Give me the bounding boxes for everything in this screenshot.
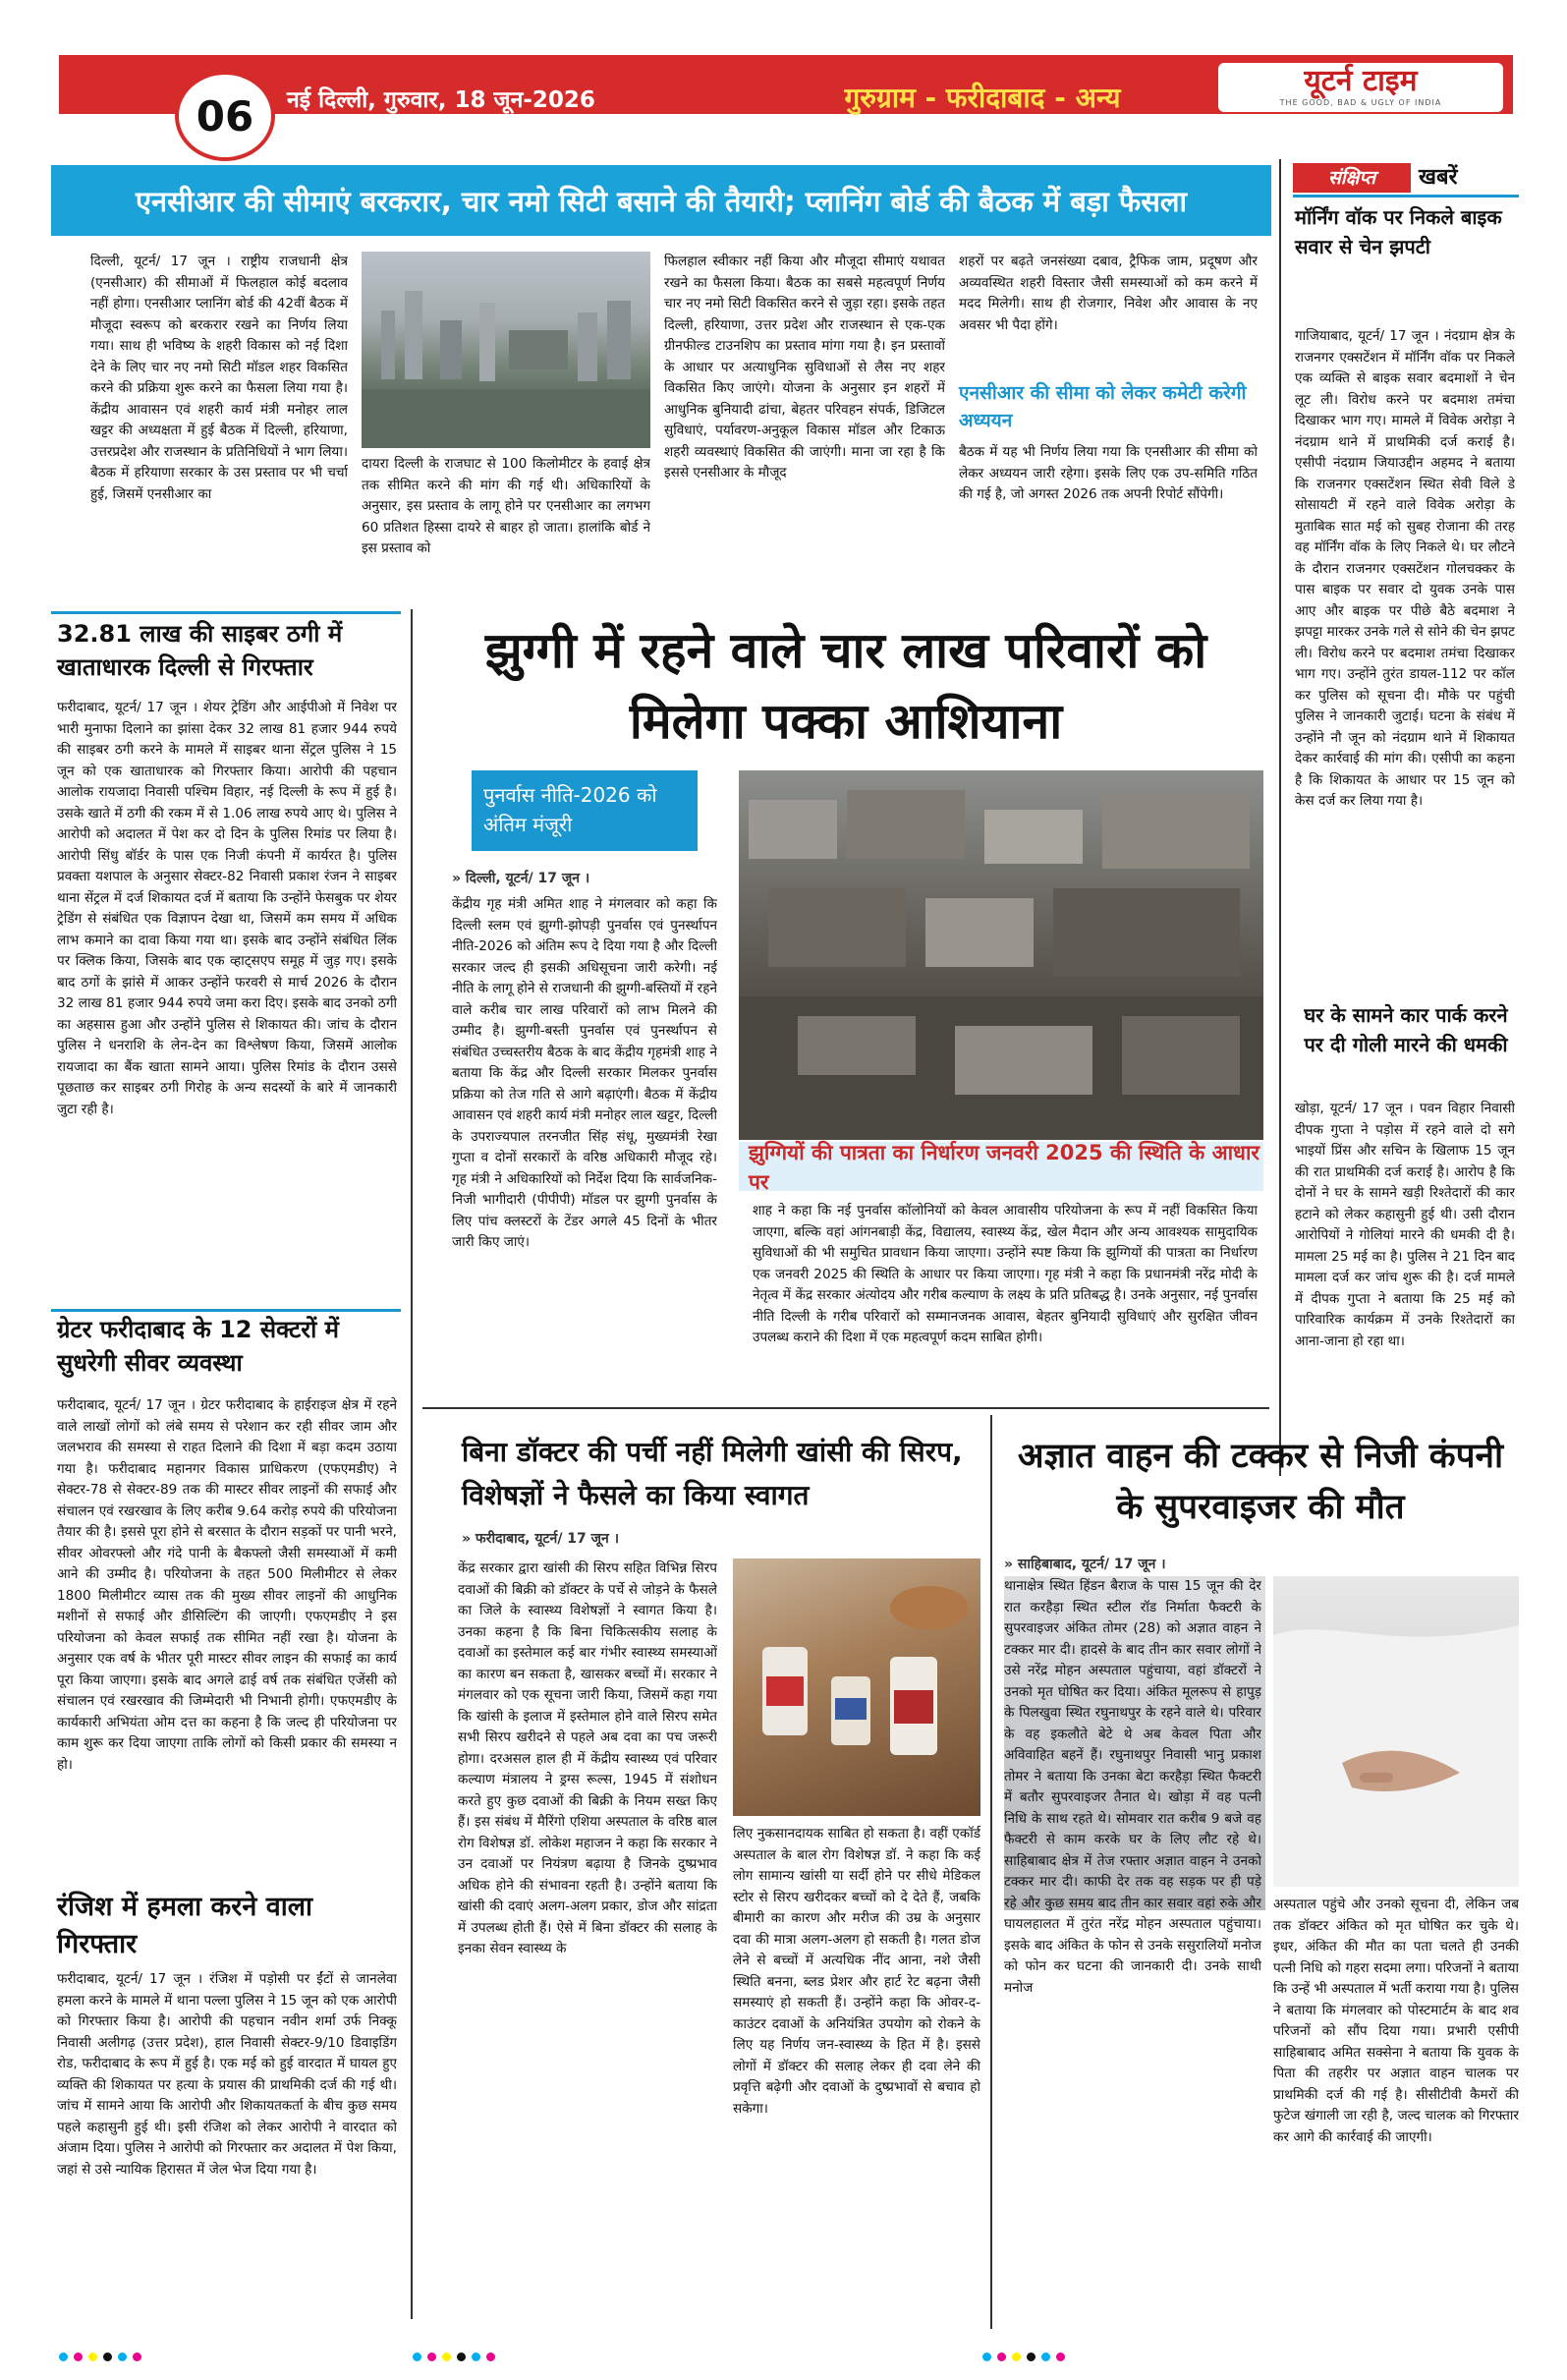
sidebar-body-1: गाजियाबाद, यूटर्न/ 17 जून । नंदग्राम क्षेत्र के राजनगर एक्सटेंशन में मॉर्निंग वॉक पर निकले एक व्यक्ति से बाइक सवार बदमाशों ने चेन लूट ली। विरोध करने पर बदमाश तमंचा दिखाकर भाग गए। मामले में विवेक अरोड़ा ने नंदग्राम थाने में प्राथमिकी दर्ज कराई है। एसीपी नंदग्राम जियाउद्दीन अहमद ने बताया कि राजनगर एक्सटेंशन स्थित सेवी विले डे सोसायटी में रहने वाले विवेक अरोड़ा के मुताबिक सात मई को सुबह रोजाना की तरह वह मॉर्निंग वॉक के लिए निकले थे। घर लौटने के दौरान राजनगर एक्सटेंशन गोलचक्कर के पास बाइक पर सवार दो युवक उनके पास आए और बाइक पर पीछे बैठे बदमाश ने झपट्टा मारकर उनके गले से सोने की चेन झपट ली। विरोध करने पर बदमाश तमंचा दिखाकर भाग गए। उन्होंने तुरंत डायल-112 पर कॉल कर पुलिस को सूचना दी। मौके पर पहुंची पुलिस ने जानकारी जुटाई। घटना के संबंध में उन्होंने नौ जून को नंदग्राम थाने में शिकायत देकर कार्रवाई की मांग की। एसीपी का कहना है कि शिकायत के आधार पर 15 जून को केस दर्ज कर लिया गया है। [1295, 328, 1515, 809]
cough-headline: बिना डॉक्टर की पर्ची नहीं मिलेगी खांसी की सिरप, विशेषज्ञों ने फैसले का किया स्वागत [462, 1436, 963, 1511]
registration-marks-left [59, 2352, 187, 2366]
accident-body-2: अस्पताल पहुंचे और उनको सूचना दी, लेकिन जब तक डॉक्टर अंकित को मृत घोषित कर चुके थे। इधर, अंकित की मौत का पता चलते ही उनकी पत्नी निधि को गहरा सदमा लगा। परिजनों ने बताया कि उन्हें भी अस्पताल में भर्ती कराया गया है। पुलिस ने बताया कि मंगलवार को पोस्टमार्टम के बाद शव परिजनों को सौंप दिया गया। प्रभारी एसीपी साहिबाबाद अमित सक्सेना ने बताया कि युवक के पिता की तहरीर पर अज्ञात वाहन चालक पर प्राथमिकी दर्ज की गई है। सीसीटीवी कैमरों की फुटेज खंगाली जा रही है, जल्द चालक को गिरफ्तार कर आगे की कार्रवाई की जाएगी। [1273, 1897, 1519, 2145]
left-headline-1: 32.81 लाख की साइबर ठगी में खाताधारक दिल्ली से गिरफ्तार [57, 620, 343, 681]
page-number: 06 [175, 71, 275, 161]
sheet-covered-hand-image [1273, 1576, 1519, 1887]
sidebar-headline-1: मॉर्निंग वॉक पर निकले बाइक सवार से चेन झपटी [1295, 205, 1502, 258]
lead-subhead: एनसीआर की सीमा को लेकर कमेटी करेगी अध्ययन [959, 382, 1247, 431]
registration-marks-right [982, 2352, 1110, 2366]
lead-col-3: फिलहाल स्वीकार नहीं किया और मौजूदा सीमाएं यथावत रखने का फैसला किया। बैठक का सबसे महत्वपूर्ण निर्णय चार नए नमो सिटी विकसित करने से जुड़ा रहा। इसके तहत दिल्ली, हरियाणा, उत्तर प्रदेश और राजस्थान से एक-एक ग्रीनफील्ड टाउनशिप का प्रस्ताव मांगा गया है। इन प्रस्तावों के आधार पर अत्याधुनिक सुविधाओं से लैस नए शहर विकसित किए जाएंगे। योजना के अनुसार इन शहरों में आधुनिक बुनियादी ढांचा, बेहतर परिवहन संपर्क, डिजिटल सुविधाएं, पर्यावरण-अनुकूल विकास मॉडल और टिकाऊ शहरी व्यवस्थाएं विकसित की जाएंगी। माना जा रहा है कि इससे एनसीआर के मौजूद [664, 254, 945, 481]
left-rule-2 [51, 1309, 401, 1312]
center-kicker: पुनर्वास नीति-2026 को अंतिम मंजूरी [472, 770, 698, 851]
cough-divider [990, 1415, 992, 2329]
lead-col-1: दिल्ली, यूटर्न/ 17 जून । राष्ट्रीय राजधानी क्षेत्र (एनसीआर) की सीमाओं में फिलहाल कोई बदलाव नहीं होगा। एनसीआर प्लानिंग बोर्ड की 42वीं बैठक में मौजूदा स्वरूप को बरकरार रखने का निर्णय लिया गया। साथ ही भविष्य के शहरी विकास को नई दिशा देने के लिए चार नए नमो सिटी मॉडल शहर विकसित करने की प्रक्रिया शुरू करने का फैसला लिया गया है। केंद्रीय आवासन एवं शहरी कार्य मंत्री मनोहर लाल खट्टर की अध्यक्षता में हुई बैठक में दिल्ली, हरियाणा, उत्तरप्रदेश और राजस्थान के प्रतिनिधियों ने भाग लिया। बैठक में हरियाणा सरकार के उस प्रस्ताव पर भी चर्चा हुई, जिसमें एनसीआर का [90, 254, 348, 502]
left-body-3: फरीदाबाद, यूटर्न/ 17 जून । रंजिश में पड़ोसी पर ईंटों से जानलेवा हमला करने के मामले में थाना पल्ला पुलिस ने 15 जून को एक आरोपी को गिरफ्तार किया है। आरोपी की पहचान नवीन शर्मा उर्फ निक्कू निवासी अलीगढ़ (उत्तर प्रदेश), हाल निवासी सेक्टर-9/10 डिवाइडिंग रोड, फरीदाबाद के रूप में हुई है। एक मई को हुई वारदात में घायल हुए व्यक्ति की शिकायत पर हत्या के प्रयास की प्राथमिकी दर्ज की गई थी। जांच में सामने आया कि आरोपी और शिकायतकर्ता के बीच कुछ समय पहले कहासुनी हुई थी। इसी रंजिश को लेकर आरोपी ने वारदात को अंजाम दिया। पुलिस ने आरोपी को गिरफ्तार कर अदालत में पेश किया, जहां से उसे न्यायिक हिरासत में जेल भेज दिया गया है। [57, 1971, 397, 2178]
left-body-1: फरीदाबाद, यूटर्न/ 17 जून । शेयर ट्रेडिंग और आईपीओ में निवेश पर भारी मुनाफा दिलाने का झांसा देकर 32 लाख 81 हजार 944 रुपये की साइबर ठगी करने के मामले में साइबर थाना सेंट्रल पुलिस ने 15 जून को एक खाताधारक को गिरफ्तार किया। आरोपी की पहचान आलोक रायजादा निवासी पश्चिम विहार, नई दिल्ली के रूप में हुई है। उसके खाते में ठगी की रकम में से 1.06 लाख रुपये आए थे। पुलिस ने आरोपी को अदालत में पेश कर दो दिन के पुलिस रिमांड पर लिया है। आरोपी सिंधु बॉर्डर के पास एक निजी कंपनी में कार्यरत है। पुलिस प्रवक्ता यशपाल के अनुसार सेक्टर-82 निवासी प्रकाश रंजन ने साइबर थाना सेंट्रल में दर्ज शिकायत दर्ज में बताया कि उन्होंने फेसबुक पर शेयर ट्रेडिंग से संबंधित एक विज्ञापन देखा था, जिसमें कम समय में अधिक लाभ कमाने का दावा किया गया था। इसके बाद उन्होंने संबंधित लिंक पर क्लिक किया, जिसके बाद एक व्हाट्सएप समूह में जुड़ गए। इसके बाद ठगों के झांसे में आकर उन्होंने फरवरी से मार्च 2026 के दौरान 32 लाख 81 हजार 944 रुपये जमा करा दिए। इसके बाद उनको ठगी का अहसास हुआ और उन्होंने पुलिस से शिकायत की। जांच के दौरान पुलिस ने धनराशि के लेन-देन का विश्लेषण किया, जिसमें आलोक रायजादा का बैंक खाता सामने आया। पुलिस रिमांड के दौरान उससे पूछताछ कर साइबर ठगी गिरोह के अन्य सदस्यों के बारे में जानकारी जुटा रही है। [57, 700, 397, 1117]
lead-headline: एनसीआर की सीमाएं बरकरार, चार नमो सिटी बसाने की तैयारी; प्लानिंग बोर्ड की बैठक में बड़ा फैसला [51, 165, 1271, 236]
left-body-2: फरीदाबाद, यूटर्न/ 17 जून । ग्रेटर फरीदाबाद के हाईराइज क्षेत्र में रहने वाले लाखों लोगों को लंबे समय से परेशान कर रही सीवर जाम और जलभराव की समस्या से राहत दिलाने की दिशा में बड़ा कदम उठाया गया है। फरीदाबाद महानगर विकास प्राधिकरण (एफएमडीए) ने सेक्टर-78 से सेक्टर-89 तक की मास्टर सीवर लाइनों की सफाई और संचालन एवं रखरखाव के लिए करीब 9.64 करोड़ रुपये की परियोजना तैयार की है। इससे पूरा होने से बरसात के दौरान सड़कों पर पानी भरने, सीवर ओवरफ्लो और गंदे पानी के बैकफ्लो जैसी समस्याओं में कमी आने की उम्मीद है। परियोजना के तहत 500 मिलीमीटर से लेकर 1800 मिलीमीटर व्यास तक की मुख्य सीवर लाइनों की आधुनिक मशीनों से सफाई और डीसिल्टिंग की जाएगी। एफएमडीए ने इस परियोजना को केवल सफाई तक सीमित नहीं रखा है। योजना के अनुसार एक वर्ष के भीतर पूरी मास्टर सीवर लाइन की सफाई का कार्य पूरा किया जाएगा। इसके बाद अगले ढाई वर्ष तक संबंधित एजेंसी को संचालन एवं रखरखाव की जिम्मेदारी भी निभानी होगी। एफएमडीए के कार्यकारी अभियंता ओम दत्त का कहना है कि जल्द ही परियोजना पर काम शुरू कर दिया जाएगा ताकि लोगों को किसी प्रकार की समस्या न हो। [57, 1397, 397, 1773]
slum-image [739, 770, 1263, 1140]
center-byline: » दिल्ली, यूटर्न/ 17 जून । [452, 871, 590, 886]
sidebar-rule [1293, 195, 1519, 198]
center-bottom-rule [422, 1407, 1269, 1409]
lead-col-4b: बैठक में यह भी निर्णय लिया गया कि एनसीआर की सीमा को लेकर अध्ययन जारी रहेगा। इसके लिए एक उप-समिति गठित की गई है, जो अगस्त 2026 तक अपनी रिपोर्ट सौंपेगी। [959, 444, 1258, 502]
slum-photo [739, 770, 1263, 1140]
medicine-image [733, 1558, 980, 1816]
accident-byline: » साहिबाबाद, यूटर्न/ 17 जून । [1004, 1557, 1166, 1572]
sidebar-tag-2: खबरें [1419, 165, 1458, 190]
cough-byline: » फरीदाबाद, यूटर्न/ 17 जून । [462, 1531, 619, 1547]
registration-marks-mid [413, 2352, 540, 2366]
cough-body-2: लिए नुकसानदायक साबित हो सकता है। वहीं एकॉर्ड अस्पताल के बाल रोग विशेषज्ञ डॉ. ने कहा कि कई लोग सामान्य खांसी या सर्दी होने पर सीधे मेडिकल स्टोर से सिरप खरीदकर बच्चों को दे देते हैं, जबकि बीमारी का कारण और मरीज की उम्र के अनुसार दवा की मात्रा अलग-अलग हो सकती है। गलत डोज लेने से बच्चों में अत्यधिक नींद आना, नशे जैसी स्थिति बनना, ब्लड प्रेशर और हार्ट रेट बढ़ना जैसी समस्याएं हो सकती हैं। उन्होंने कहा कि ओवर-द-काउंटर दवाओं के अनियंत्रित उपयोग को रोकने के लिए यह निर्णय जन-स्वास्थ्य के हित में है। इससे लोगों में डॉक्टर की सलाह लेकर ही दवा लेने की प्रवृत्ति बढ़ेगी और दवाओं के दुष्प्रभावों से बचाव हो सकेगा। [733, 1826, 980, 2117]
lead-col-2: दायरा दिल्ली के राजघाट से 100 किलोमीटर के हवाई क्षेत्र तक सीमित करने की मांग की गई थी। अधिकारियों के अनुसार, इस प्रस्ताव के लागू होने पर एनसीआर का लगभग 60 प्रतिशत हिस्सा दायरे से बाहर हो जाता। हालांकि बोर्ड ने इस प्रस्ताव को [362, 456, 650, 556]
city-aerial-image [362, 252, 650, 448]
left-rule-1 [51, 611, 401, 614]
center-body-1: केंद्रीय गृह मंत्री अमित शाह ने मंगलवार को कहा कि दिल्ली स्लम एवं झुग्गी-झोपड़ी पुनर्वास एवं पुनर्स्थापन नीति-2026 को अंतिम रूप दे दिया गया है और दिल्ली सरकार जल्द ही इसकी अधिसूचना जारी करेगी। नई नीति के लागू होने से राजधानी की झुग्गी-बस्तियों में रहने वाले करीब चार लाख परिवारों को लाभ मिलने की उम्मीद है। झुग्गी-बस्ती पुनर्वास एवं पुनर्स्थापन से संबंधित उच्चस्तरीय बैठक के बाद केंद्रीय गृहमंत्री शाह ने बताया कि केंद्र और दिल्ली सरकार मिलकर पुनर्वास प्रक्रिया को तेज गति से आगे बढ़ाएंगी। बैठक में केंद्रीय आवासन एवं शहरी कार्य मंत्री मनोहर लाल खट्टर, दिल्ली के उपराज्यपाल तरनजीत सिंह संधू, मुख्यमंत्री रेखा गुप्ता व दोनों सरकारों के वरिष्ठ अधिकारी मौजूद रहे। गृह मंत्री ने अधिकारियों को निर्देश दिया कि सार्वजनिक-निजी भागीदारी (पीपीपी) मॉडल पर झुग्गी पुनर्वास के लिए पांच क्लस्टरों के टेंडर अगले 45 दिनों के भीतर जारी किए जाएं। [452, 896, 717, 1250]
sidebar-headline-2: घर के सामने कार पार्क करने पर दी गोली मारने की धमकी [1304, 1003, 1508, 1056]
cough-photo [733, 1558, 980, 1816]
accident-image [1273, 1576, 1519, 1887]
lead-col-4a: शहरों पर बढ़ते जनसंख्या दबाव, ट्रैफिक जाम, प्रदूषण और अव्यवस्थित शहरी विस्तार जैसी समस्याओं को कम करने में मदद मिलेगी। साथ ही रोजगार, निवेश और आवास के नए अवसर भी पैदा होंगे। [959, 254, 1258, 333]
logo-tagline: THE GOOD, BAD & UGLY OF INDIA [1279, 98, 1442, 107]
sidebar-tag: संक्षिप्त [1293, 163, 1411, 193]
center-box-headline: झुग्गियों की पात्रता का निर्धारण जनवरी 2025 की स्थिति के आधार पर [749, 1141, 1259, 1194]
center-headline: झुग्गी में रहने वाले चार लाख परिवारों को मिलेगा पक्का आशियाना [484, 622, 1207, 750]
newspaper-logo [1218, 63, 1503, 112]
section-title: गुरुग्राम - फरीदाबाद - अन्य [844, 82, 1121, 114]
accident-body-1: थानाक्षेत्र स्थित हिंडन बैराज के पास 15 जून की देर रात करहैड़ा स्थित स्टील रॉड निर्माता फैक्टरी के सुपरवाइजर अंकित तोमर (28) को अज्ञात वाहन ने टक्कर मार दी। हादसे के बाद तीन कार सवार लोगों ने उसे नरेंद्र मोहन अस्पताल पहुंचाया, वहां डॉक्टरों ने उनको मृत घोषित कर दिया। अंकित मूलरूप से हापुड़ के पिलखुवा स्थित रघुनाथपुर के रहने वाले थे। परिवार के वह इकलौते बेटे थे अब केवल पिता और अविवाहित बहनें हैं। रघुनाथपुर निवासी भानु प्रकाश तोमर ने बताया कि उनका बेटा करहैड़ा स्थित फैक्टरी में बतौर सुपरवाइजर तैनात थे। खोड़ा में वह पत्नी निधि के साथ रहते थे। सोमवार रात करीब 9 बजे वह फैक्टरी से काम करके घर के लिए लौट रहे थे। साहिबाबाद क्षेत्र में तेज रफ्तार अज्ञात वाहन ने उनको टक्कर मार दी। काफी देर तक वह सड़क पर ही पड़े रहे और कुछ समय बाद तीन कार सवार वहां रुके और घायलहालत में तुरंत नरेंद्र मोहन अस्पताल पहुंचाया। इसके बाद अंकित के फोन से उनके ससुरालियों मनोज को फोन कर घटना की जानकारी दी। उनके साथी मनोज [1004, 1578, 1261, 1996]
lead-photo [362, 252, 650, 448]
left-divider [411, 609, 413, 2319]
sidebar-divider [1279, 159, 1281, 1476]
logo-text: यूटर्न टाइम [1304, 64, 1418, 98]
sidebar-body-2: खोड़ा, यूटर्न/ 17 जून । पवन विहार निवासी दीपक गुप्ता ने पड़ोस में रहने वाले दो सगे भाइयों प्रिंस और सचिन के खिलाफ 15 जून की रात प्राथमिकी दर्ज कराई है। आरोप है कि दोनों ने घर के सामने खड़ी रिश्तेदारों की कार हटाने को लेकर कहासुनी हुई थी। उसी दौरान आरोपियों ने गोलियां मारने की धमकी दी है। मामला 25 मई का है। पुलिस ने 21 दिन बाद मामला दर्ज कर जांच शुरू की है। दर्ज मामले में दीपक गुप्ता ने बताया कि 25 मई को पारिवारिक कार्यक्रम में उनके रिश्तेदारों का आना-जाना हो रहा था। [1295, 1101, 1515, 1349]
left-headline-3: रंजिश में हमला करने वाला गिरफ्तार [57, 1892, 313, 1959]
dateline: नई दिल्ली, गुरुवार, 18 जून-2026 [287, 87, 595, 113]
center-box-body: शाह ने कहा कि नई पुनर्वास कॉलोनियों को केवल आवासीय परियोजना के रूप में नहीं विकसित किया जाएगा, बल्कि वहां आंगनबाड़ी केंद्र, विद्यालय, स्वास्थ्य केंद्र, खेल मैदान और अन्य आवश्यक सामुदायिक सुविधाओं की भी समुचित प्रावधान किया जाएगा। उन्होंने स्पष्ट किया कि झुग्गियों की पात्रता का निर्धारण एक जनवरी 2025 की स्थिति के आधार पर किया जाएगा। गृह मंत्री ने कहा कि प्रधानमंत्री नरेंद्र मोदी के नेतृत्व में केंद्र सरकार अंत्योदय और गरीब कल्याण के लक्ष्य के प्रति प्रतिबद्ध है। उनके अनुसार, नई पुनर्वास नीति दिल्ली के गरीब परिवारों को सम्मानजनक आवास, बेहतर बुनियादी सुविधाएं और सुरक्षित जीवन उपलब्ध कराने की दिशा में एक महत्वपूर्ण कदम साबित होगी। [753, 1203, 1258, 1345]
cough-body-1: केंद्र सरकार द्वारा खांसी की सिरप सहित विभिन्न सिरप दवाओं की बिक्री को डॉक्टर के पर्चे से जोड़ने के फैसले का जिले के स्वास्थ्य विशेषज्ञों ने स्वागत किया है। उनका कहना है कि बिना चिकित्सकीय सलाह के दवाओं का इस्तेमाल कई बार गंभीर स्वास्थ्य समस्याओं का कारण बन सकता है, खासकर बच्चों में। सरकार ने मंगलवार को एक सूचना जारी किया, जिसमें कहा गया कि खांसी के इलाज में इस्तेमाल होने वाले सिरप समेत सभी सिरप खरीदने से पहले अब दवा का पच जरूरी होगा। दरअसल हाल ही में केंद्रीय स्वास्थ्य एवं परिवार कल्याण मंत्रालय ने ड्रग्स रूल्स, 1945 में संशोधन करते हुए कुछ दवाओं की बिक्री के नियम सख्त किए हैं। इस संबंध में मैरिंगो एशिया अस्पताल के वरिष्ठ बाल रोग विशेषज्ञ डॉ. लोकेश महाजन ने कहा कि सरकार ने उन दवाओं पर नियंत्रण बढ़ाया है जिनके दुष्प्रभाव अधिक होने की संभावना रहती है। उन्होंने बताया कि खांसी की दवाएं अलग-अलग प्रकार, डोज और सांद्रता में उपलब्ध होती हैं। ऐसे में बिना डॉक्टर की सलाह के इनका सेवन स्वास्थ्य के [458, 1560, 717, 1956]
left-headline-2: ग्रेटर फरीदाबाद के 12 सेक्टरों में सुधरेगी सीवर व्यवस्था [57, 1316, 339, 1377]
accident-headline: अज्ञात वाहन की टक्कर से निजी कंपनी के सुपरवाइजर की मौत [1017, 1437, 1504, 1527]
